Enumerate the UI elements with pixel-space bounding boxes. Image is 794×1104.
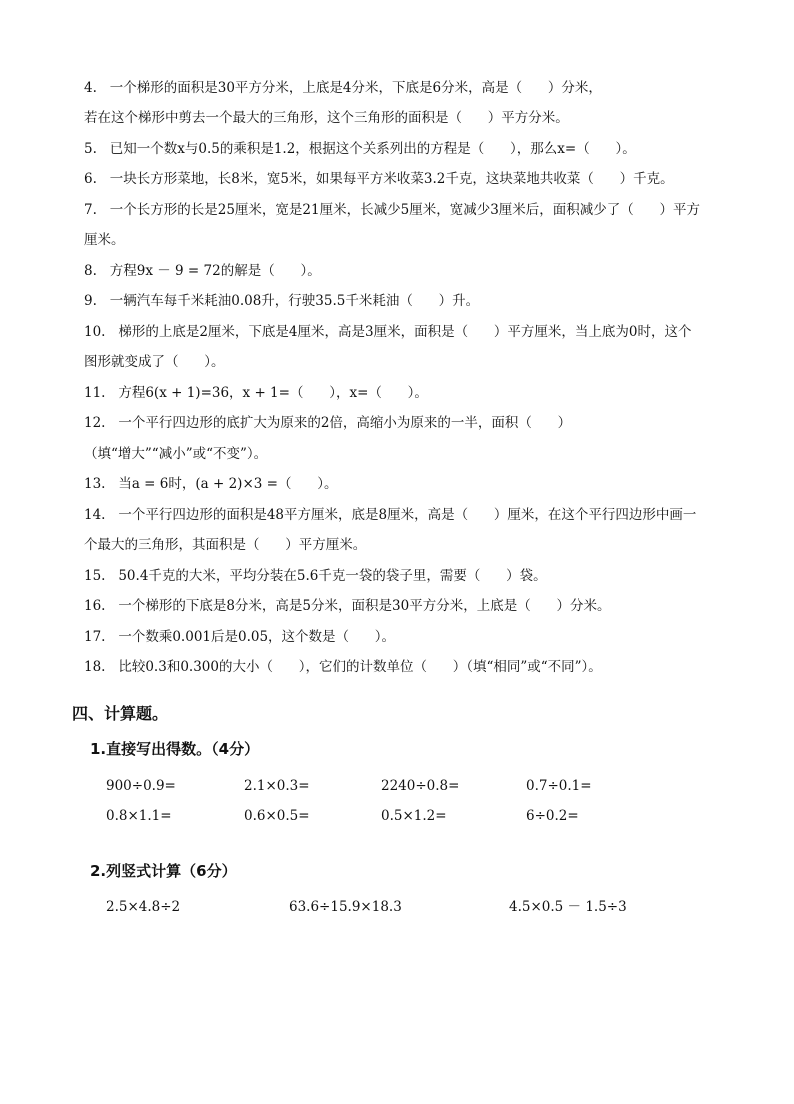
question-14-line-2: 个最大的三角形，其面积是（ ）平方厘米。: [84, 537, 367, 553]
question-18: 18. 比较0.3和0.300的大小（ ），它们的计数单位（ ）（填“相同”或“不同”）。: [84, 659, 602, 675]
question-11: 11. 方程6(x + 1)=36，x + 1=（ ），x=（ ）。: [84, 385, 428, 401]
question-9: 9. 一辆汽车每千米耗油0.08升，行驶35.5千米耗油（ ）升。: [84, 293, 480, 309]
question-17: 17. 一个数乘0.001后是0.05，这个数是（ ）。: [84, 629, 396, 645]
question-5: 5. 已知一个数x与0.5的乘积是1.2，根据这个关系列出的方程是（ ），那么x=（ ）。: [84, 141, 636, 157]
question-8: 8. 方程9x － 9 = 72的解是（ ）。: [84, 263, 321, 279]
direct-answer-item: 0.5×1.2=: [381, 808, 447, 824]
vertical-calc-item: 63.6÷15.9×18.3: [289, 899, 402, 915]
question-15: 15. 50.4千克的大米，平均分装在5.6千克一袋的袋子里，需要（ ）袋。: [84, 568, 547, 584]
question-7-line-1: 7. 一个长方形的长是25厘米，宽是21厘米，长减少5厘米，宽减少3厘米后，面积减少了（ ）平方: [84, 202, 701, 218]
question-16: 16. 一个梯形的下底是8分米，高是5分米，面积是30平方分米，上底是（ ）分米。: [84, 598, 611, 614]
section-4-title: 四、计算题。: [72, 704, 169, 723]
direct-answer-item: 0.7÷0.1=: [526, 778, 592, 794]
question-12-line-1: 12. 一个平行四边形的底扩大为原来的2倍，高缩小为原来的一半，面积（ ）: [84, 415, 572, 431]
direct-answer-title: 1.直接写出得数。（4分）: [90, 740, 260, 758]
question-10-line-2: 图形就变成了（ ）。: [84, 354, 225, 370]
vertical-calc-title: 2.列竖式计算（6分）: [90, 862, 237, 880]
direct-answer-item: 0.6×0.5=: [244, 808, 310, 824]
question-6: 6. 一块长方形菜地，长8米，宽5米，如果每平方米收菜3.2千克，这块菜地共收菜（ ）千克。: [84, 171, 674, 187]
direct-answer-item: 2240÷0.8=: [381, 778, 460, 794]
question-14-line-1: 14. 一个平行四边形的面积是48平方厘米，底是8厘米，高是（ ）厘米，在这个平行四边形中画一: [84, 507, 697, 523]
direct-answer-item: 0.8×1.1=: [106, 808, 172, 824]
vertical-calc-item: 2.5×4.8÷2: [106, 899, 181, 915]
question-4-line-2: 若在这个梯形中剪去一个最大的三角形，这个三角形的面积是（ ）平方分米。: [84, 110, 569, 126]
question-10-line-1: 10. 梯形的上底是2厘米，下底是4厘米，高是3厘米，面积是（ ）平方厘米，当上底为0时，这个: [84, 324, 692, 340]
direct-answer-item: 2.1×0.3=: [244, 778, 310, 794]
direct-answer-item: 900÷0.9=: [106, 778, 176, 794]
direct-answer-item: 6÷0.2=: [526, 808, 579, 824]
question-4-line-1: 4. 一个梯形的面积是30平方分米，上底是4分米，下底是6分米，高是（ ）分米，: [84, 80, 602, 96]
question-13: 13. 当a = 6时，(a + 2)×3 =（ ）。: [84, 476, 338, 492]
vertical-calc-item: 4.5×0.5 － 1.5÷3: [509, 899, 627, 915]
question-12-line-2: （填“增大”“减小”或“不变”）。: [84, 446, 268, 462]
question-7-line-2: 厘米。: [84, 232, 125, 248]
